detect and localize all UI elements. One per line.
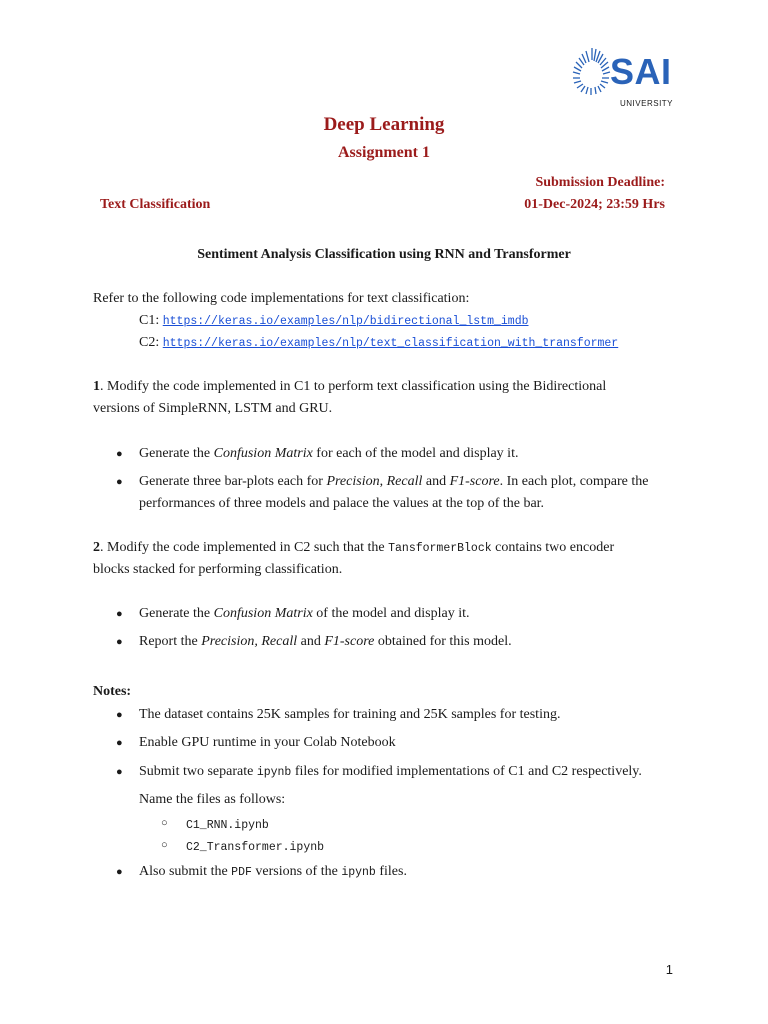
code-term: ipynb: [256, 766, 292, 779]
circle-bullet-icon: ○: [161, 839, 168, 851]
bullet-icon: ●: [116, 766, 123, 778]
q2-bullet-1: [139, 603, 470, 625]
text: Report the: [139, 634, 202, 649]
text: for each of the model and display it.: [312, 446, 519, 461]
note-3: [139, 761, 642, 784]
emphasis: Recall: [386, 474, 423, 489]
question-2-line-1: [93, 537, 614, 560]
page-number: 1: [665, 962, 673, 977]
file-name-2: C2_Transformer.ipynb: [186, 841, 325, 854]
question-1-line-2: versions of SimpleRNN, LSTM and GRU.: [93, 401, 333, 416]
text: . In each plot, compare the: [499, 474, 649, 489]
bullet-icon: ●: [116, 866, 123, 878]
bullet-icon: ●: [116, 737, 123, 749]
text: contains two encoder: [491, 540, 615, 555]
text: obtained for this model.: [374, 634, 512, 649]
bullet-icon: ●: [116, 448, 123, 460]
university-logo: [562, 42, 674, 112]
bullet-icon: ●: [116, 476, 123, 488]
c2-link[interactable]: https://keras.io/examples/nlp/text_classification_with_transformer: [162, 337, 619, 350]
text: . Modify the code implemented in C2 such that the: [100, 540, 389, 555]
emphasis: F1-score: [449, 474, 500, 489]
bullet-icon: ●: [116, 709, 123, 721]
assignment-subtitle: Assignment 1: [337, 144, 430, 161]
emphasis: Precision, Recall: [201, 634, 298, 649]
text: ,: [379, 474, 387, 489]
reference-c1: [139, 310, 529, 333]
emphasis: F1-score: [324, 634, 375, 649]
code-term: ipynb: [341, 866, 376, 879]
deadline-label: Submission Deadline:: [535, 175, 665, 190]
reference-label: C1:: [139, 313, 160, 328]
logo-brand: SAI: [610, 51, 672, 92]
text: Submit two separate: [139, 764, 257, 779]
logo-subtitle: UNIVERSITY: [620, 99, 674, 108]
reference-label: C2:: [139, 335, 160, 350]
question-2-number: 2: [93, 540, 100, 555]
section-heading: Sentiment Analysis Classification using RNN and Transformer: [197, 247, 571, 262]
text: Generate three bar-plots each for: [139, 474, 327, 489]
notes-heading: Notes:: [93, 684, 132, 699]
q2-bullet-2: [139, 631, 512, 653]
page-title: Deep Learning: [323, 114, 445, 135]
text: of the model and display it.: [312, 606, 470, 621]
question-1-line-1: [93, 376, 606, 398]
bullet-icon: ●: [116, 608, 123, 620]
circle-bullet-icon: ○: [161, 817, 168, 829]
emphasis: Confusion Matrix: [213, 606, 313, 621]
text: files for modified implementations of C1 and C2 respectively.: [291, 764, 642, 779]
text: files.: [375, 864, 407, 879]
emphasis: Precision: [326, 474, 380, 489]
emphasis: Confusion Matrix: [213, 446, 313, 461]
question-1-text: . Modify the code implemented in C1 to perform text classification using the Bidirectional: [100, 379, 607, 394]
c1-link[interactable]: https://keras.io/examples/nlp/bidirectional_lstm_imdb: [162, 315, 529, 328]
text: versions of the: [251, 864, 342, 879]
text: Generate the: [139, 606, 214, 621]
text: and: [297, 634, 325, 649]
code-term: PDF: [231, 866, 252, 879]
question-1-number: 1: [93, 379, 100, 394]
text: Also submit the: [139, 864, 232, 879]
note-3-subtext: Name the files as follows:: [139, 792, 286, 807]
q1-bullet-1: [139, 443, 518, 465]
question-2-line-2: blocks stacked for performing classification.: [93, 562, 343, 577]
code-term: TansformerBlock: [388, 542, 492, 555]
bullet-icon: ●: [116, 636, 123, 648]
note-1: The dataset contains 25K samples for training and 25K samples for testing.: [139, 707, 561, 722]
text: Generate the: [139, 446, 214, 461]
text: and: [422, 474, 450, 489]
intro-text: Refer to the following code implementations for text classification:: [93, 291, 470, 306]
reference-c2: [139, 332, 618, 355]
topic-label: Text Classification: [100, 197, 211, 212]
q1-bullet-2-line-2: performances of three models and palace the values at the top of the bar.: [139, 496, 545, 511]
note-2: Enable GPU runtime in your Colab Notebook: [139, 735, 396, 750]
file-name-1: C1_RNN.ipynb: [186, 819, 269, 832]
deadline-value: 01-Dec-2024; 23:59 Hrs: [524, 197, 665, 212]
q1-bullet-2: [139, 471, 649, 493]
note-4: [139, 861, 407, 884]
